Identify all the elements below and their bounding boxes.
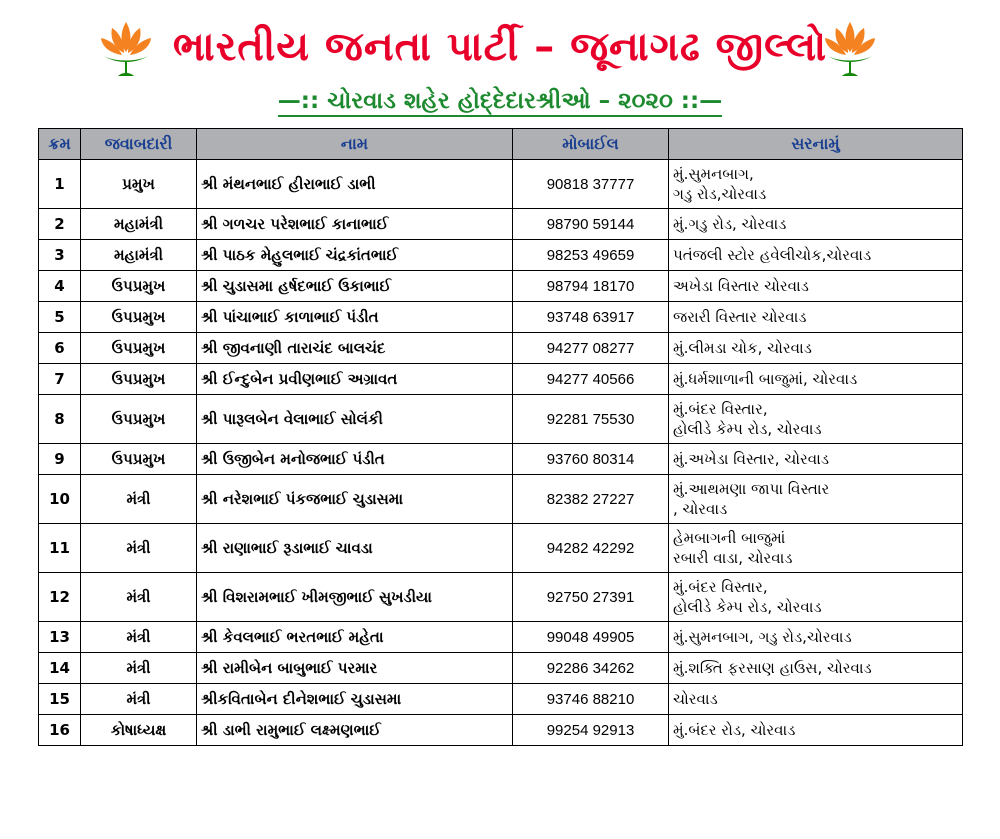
table-header-row xyxy=(39,129,963,160)
table-row xyxy=(39,160,963,209)
table-row xyxy=(39,271,963,302)
role-cell: મંત્રી xyxy=(81,573,197,622)
name-cell: શ્રી રાણાભાઈ રૂડાભાઈ ચાવડા xyxy=(197,524,513,573)
mobile-cell: 92286 34262 xyxy=(513,653,669,684)
address-cell: મું.ગડુ રોડ, ચોરવાડ xyxy=(669,209,963,240)
mobile-cell: 98794 18170 xyxy=(513,271,669,302)
mobile-cell: 82382 27227 xyxy=(513,475,669,524)
name-cell: શ્રી ઈન્દુબેન પ્રવીણભાઈ અગ્રાવત xyxy=(197,364,513,395)
name-cell: શ્રી ચુડાસમા હર્ષદભાઈ ઉકાભાઈ xyxy=(197,271,513,302)
serial-cell: 2 xyxy=(39,209,81,240)
name-cell: શ્રીકવિતાબેન દીનેશભાઈ ચુડાસમા xyxy=(197,684,513,715)
serial-cell: 4 xyxy=(39,271,81,302)
table-row xyxy=(39,209,963,240)
mobile-cell: 94277 08277 xyxy=(513,333,669,364)
serial-cell: 3 xyxy=(39,240,81,271)
table-row xyxy=(39,524,963,573)
address-cell: મું.શક્તિ ફરસાણ હાઉસ, ચોરવાડ xyxy=(669,653,963,684)
role-cell: મહામંત્રી xyxy=(81,209,197,240)
table-row xyxy=(39,333,963,364)
mobile-cell: 98253 49659 xyxy=(513,240,669,271)
address-cell: અખેડા વિસ્તાર ચોરવાડ xyxy=(669,271,963,302)
mobile-cell: 94277 40566 xyxy=(513,364,669,395)
role-cell: ઉપપ્રમુખ xyxy=(81,271,197,302)
address-cell: મું.બંદર વિસ્તાર, હોલીડે કેમ્પ રોડ, ચોરવાડ xyxy=(669,395,963,444)
name-cell: શ્રી પાઠક મેહુલભાઈ ચંદ્રકાંતભાઈ xyxy=(197,240,513,271)
table-row xyxy=(39,475,963,524)
name-cell: શ્રી નરેશભાઈ પંકજભાઈ ચુડાસમા xyxy=(197,475,513,524)
address-cell: મું.બંદર વિસ્તાર, હોલીડે કેમ્પ રોડ, ચોરવાડ xyxy=(669,573,963,622)
serial-cell: 8 xyxy=(39,395,81,444)
name-cell: શ્રી પાંચાભાઈ કાળાભાઈ પંડીત xyxy=(197,302,513,333)
serial-cell: 1 xyxy=(39,160,81,209)
mobile-cell: 99048 49905 xyxy=(513,622,669,653)
address-cell: મું.સુમનબાગ, ગડુ રોડ,ચોરવાડ xyxy=(669,622,963,653)
mobile-cell: 93760 80314 xyxy=(513,444,669,475)
address-cell: હેમબાગની બાજુમાં રબારી વાડા, ચોરવાડ xyxy=(669,524,963,573)
role-cell: ઉપપ્રમુખ xyxy=(81,395,197,444)
address-cell: મું.અખેડા વિસ્તાર, ચોરવાડ xyxy=(669,444,963,475)
serial-cell: 14 xyxy=(39,653,81,684)
mobile-cell: 94282 42292 xyxy=(513,524,669,573)
column-header-mobile: મોબાઈલ xyxy=(513,129,669,160)
role-cell: ઉપપ્રમુખ xyxy=(81,302,197,333)
role-cell: મહામંત્રી xyxy=(81,240,197,271)
name-cell: શ્રી કેવલભાઈ ભરતભાઈ મહેતા xyxy=(197,622,513,653)
mobile-cell: 98790 59144 xyxy=(513,209,669,240)
serial-cell: 12 xyxy=(39,573,81,622)
role-cell: પ્રમુખ xyxy=(81,160,197,209)
name-cell: શ્રી રામીબેન બાબુભાઈ પરમાર xyxy=(197,653,513,684)
mobile-cell: 93746 88210 xyxy=(513,684,669,715)
office-bearers-table xyxy=(38,128,963,746)
address-cell: મું.સુમનબાગ, ગડુ રોડ,ચોરવાડ xyxy=(669,160,963,209)
subtitle-text: —:: ચોરવાડ શહેર હોદ્દેદારશ્રીઓ – ૨૦૨૦ ::— xyxy=(278,88,722,117)
table-row xyxy=(39,444,963,475)
name-cell: શ્રી ઉજીબેન મનોજભાઈ પંડીત xyxy=(197,444,513,475)
name-cell: શ્રી મંથનભાઈ હીરાભાઈ ડાભી xyxy=(197,160,513,209)
name-cell: શ્રી પારૂલબેન વેલાભાઈ સોલંકી xyxy=(197,395,513,444)
table-row xyxy=(39,302,963,333)
address-cell: મું.લીમડા ચોક, ચોરવાડ xyxy=(669,333,963,364)
page-subtitle xyxy=(0,88,1000,114)
column-header-role: જવાબદારી xyxy=(81,129,197,160)
serial-cell: 11 xyxy=(39,524,81,573)
address-cell: જરારી વિસ્તાર ચોરવાડ xyxy=(669,302,963,333)
serial-cell: 16 xyxy=(39,715,81,746)
name-cell: શ્રી વિશરામભાઈ ખીમજીભાઈ સુખડીયા xyxy=(197,573,513,622)
bjp-lotus-icon xyxy=(820,16,880,80)
serial-cell: 15 xyxy=(39,684,81,715)
name-cell: શ્રી ગળચર પરેશભાઈ કાનાભાઈ xyxy=(197,209,513,240)
role-cell: ઉપપ્રમુખ xyxy=(81,333,197,364)
role-cell: મંત્રી xyxy=(81,524,197,573)
role-cell: કોષાધ્યક્ષ xyxy=(81,715,197,746)
table-row xyxy=(39,684,963,715)
mobile-cell: 90818 37777 xyxy=(513,160,669,209)
serial-cell: 9 xyxy=(39,444,81,475)
address-cell: મું.ધર્મશાળાની બાજુમાં, ચોરવાડ xyxy=(669,364,963,395)
role-cell: મંત્રી xyxy=(81,653,197,684)
role-cell: મંત્રી xyxy=(81,684,197,715)
mobile-cell: 99254 92913 xyxy=(513,715,669,746)
role-cell: ઉપપ્રમુખ xyxy=(81,364,197,395)
mobile-cell: 93748 63917 xyxy=(513,302,669,333)
column-header-address: સરનામું xyxy=(669,129,963,160)
mobile-cell: 92281 75530 xyxy=(513,395,669,444)
table-row xyxy=(39,395,963,444)
serial-cell: 5 xyxy=(39,302,81,333)
address-cell: ચોરવાડ xyxy=(669,684,963,715)
table-row xyxy=(39,715,963,746)
mobile-cell: 92750 27391 xyxy=(513,573,669,622)
title-row xyxy=(0,14,1000,84)
serial-cell: 10 xyxy=(39,475,81,524)
column-header-serial: ક્રમ xyxy=(39,129,81,160)
column-header-name: નામ xyxy=(197,129,513,160)
address-cell: મું.આથમણા જાપા વિસ્તાર , ચોરવાડ xyxy=(669,475,963,524)
role-cell: મંત્રી xyxy=(81,475,197,524)
address-cell: મું.બંદર રોડ, ચોરવાડ xyxy=(669,715,963,746)
table-row xyxy=(39,653,963,684)
table-body xyxy=(39,160,963,746)
table-row xyxy=(39,573,963,622)
table-row xyxy=(39,364,963,395)
name-cell: શ્રી જીવનાણી તારાચંદ બાલચંદ xyxy=(197,333,513,364)
serial-cell: 13 xyxy=(39,622,81,653)
page-title: ભારતીય જનતા પાર્ટી – જૂનાગઢ જીલ્લો xyxy=(172,24,828,70)
serial-cell: 7 xyxy=(39,364,81,395)
table-row xyxy=(39,622,963,653)
name-cell: શ્રી ડાભી રામુભાઈ લક્ષ્મણભાઈ xyxy=(197,715,513,746)
serial-cell: 6 xyxy=(39,333,81,364)
table-row xyxy=(39,240,963,271)
role-cell: ઉપપ્રમુખ xyxy=(81,444,197,475)
role-cell: મંત્રી xyxy=(81,622,197,653)
address-cell: પતંજલી સ્ટોર હવેલીચોક,ચોરવાડ xyxy=(669,240,963,271)
